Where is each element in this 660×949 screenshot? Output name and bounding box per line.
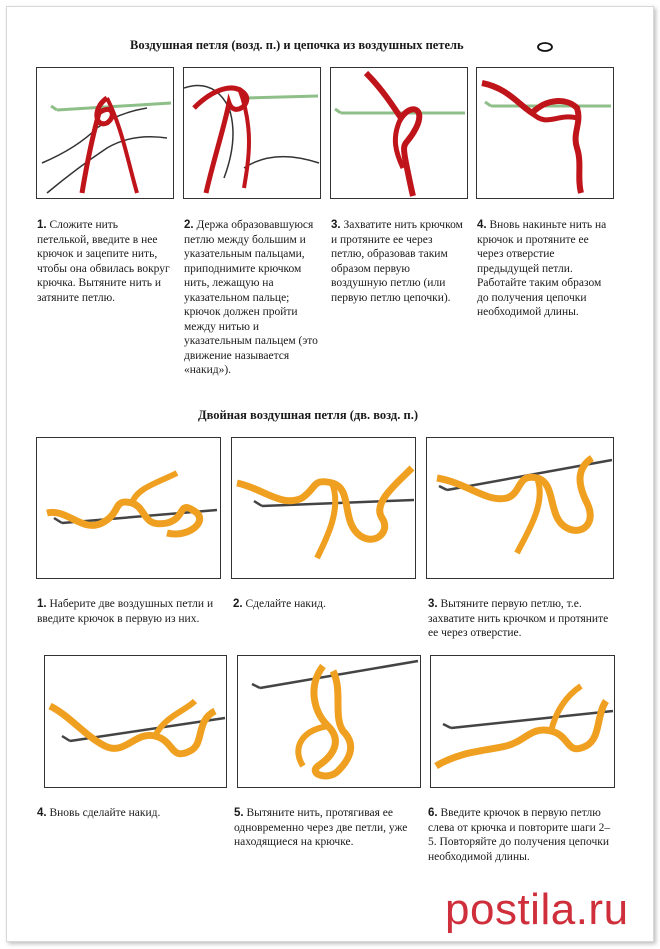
dc-step2-illustration [231, 437, 416, 579]
section1-step-1: 1. Сложите нить петелькой, введите в нее крючок и зацепите нить, чтобы она обвилась вокруг крючка. Вытяните нить и затяните петлю. [37, 219, 170, 304]
dc-step4-illustration [44, 655, 227, 788]
section2-step-6: 6. Введите крючок в первую петлю слева от крючка и повторите шаги 2–5. Повторяйте до получения цепочки необходимой длины. [428, 807, 611, 863]
section-2-title: Двойная воздушная петля (дв. возд. п.) [198, 408, 418, 422]
oval-chain-symbol-icon [536, 41, 554, 53]
section2-step-3: 3. Вытяните первую петлю, т.е. захватите нить крючком и протяните ее через отверстие. [428, 598, 609, 639]
section1-step-4: 4. Вновь накиньте нить на крючок и протяните ее через отверстие предыдущей петли. Работайте таким образом до получения цепочки необходимой длины. [477, 219, 607, 318]
step3-illustration [330, 67, 468, 199]
section2-step-2: 2. Сделайте накид. [233, 598, 326, 610]
dc-step1-illustration [36, 437, 221, 579]
step4-illustration [476, 67, 614, 199]
step2-illustration [183, 67, 321, 199]
watermark: postila.ru [445, 885, 629, 934]
section-1-title: Воздушная петля (возд. п.) и цепочка из воздушных петель [130, 38, 464, 52]
step1-illustration [36, 67, 174, 199]
section2-step-4: 4. Вновь сделайте накид. [37, 807, 161, 819]
section2-step-5: 5. Вытяните нить, протягивая ее одновременно через две петли, уже находящиеся на крючке. [234, 807, 408, 848]
section1-step-2: 2. Держа образовавшуюся петлю между большим и указательным пальцами, приподнимите крючком нить, лежащую на указательном пальце; крючок должен пройти между нитью и указательным пальцем (это движение называется «накид»). [184, 219, 318, 376]
dc-step6-illustration [430, 655, 615, 788]
section2-step-1: 1. Наберите две воздушных петли и введите крючок в первую из них. [37, 598, 214, 625]
section1-step-3: 3. Захватите нить крючком и протяните ее через петлю, образовав таким образом первую воздушную петлю (или первую петлю цепочки). [331, 219, 463, 304]
dc-step5-illustration [237, 655, 421, 788]
dc-step3-illustration [426, 437, 614, 579]
